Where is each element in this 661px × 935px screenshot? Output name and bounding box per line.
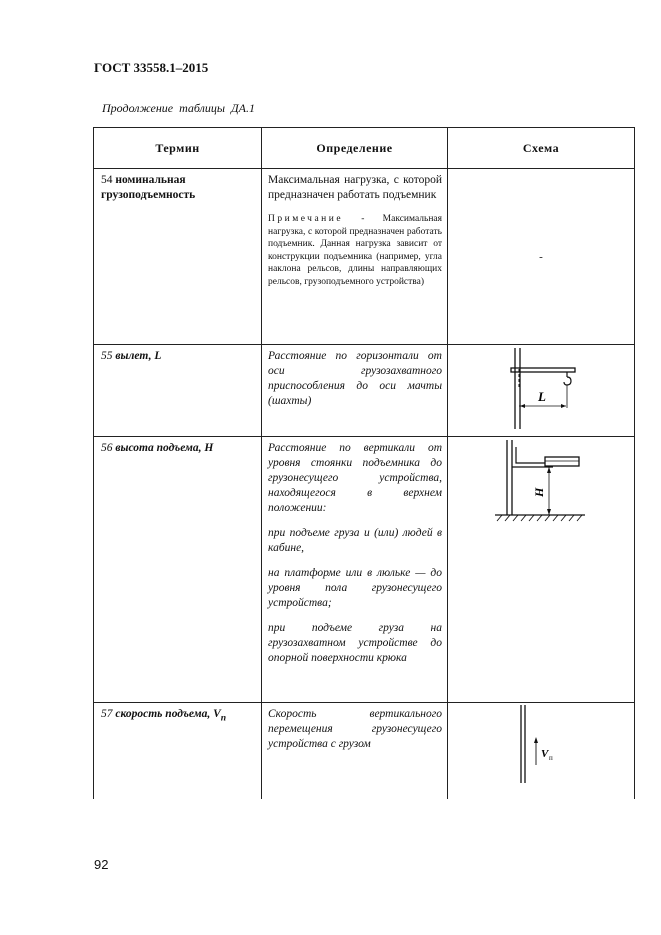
term-subscript: п (220, 712, 227, 724)
definition-note (268, 213, 442, 288)
lift-speed-label-subscript: п (549, 754, 553, 762)
definition-text: при подъеме груза на грузозахватном устройстве до опорной поверхности крюка (268, 622, 442, 664)
definition-text: на платформе или в люльке — до уровня пола грузонесущего устройства; (268, 567, 442, 609)
definition-cell (262, 169, 448, 345)
term-number: 55 (101, 350, 113, 362)
definition-text: Расстояние по горизонтали от оси грузозахватного приспособления до оси мачты (шахты) (268, 350, 442, 407)
term-text: вылет, L (115, 350, 162, 362)
definition-text: Максимальная нагрузка, с которой предназначен работать подъемник (268, 174, 442, 201)
page-number: 92 (94, 857, 109, 872)
table-caption: Продолжение таблицы ДА.1 (102, 101, 255, 115)
column-header-scheme: Схема (448, 128, 635, 169)
table-header-row (94, 128, 635, 169)
table-row (94, 169, 635, 345)
definition-text: Скорость вертикального перемещения грузонесущего устройства с грузом (268, 708, 442, 750)
definition-cell (262, 703, 448, 799)
note-heading: Примечание (268, 214, 344, 224)
scheme-cell (448, 345, 635, 437)
term-cell (94, 169, 262, 345)
term-text: высота подъема, H (115, 442, 214, 454)
term-text-main: скорость подъема, V (115, 708, 221, 720)
table-row (94, 437, 635, 703)
definition-text: Расстояние по вертикали от уровня стоянки подъемника до грузонесущего устройства, находящегося в верхнем положении: (268, 442, 442, 514)
term-cell (94, 703, 262, 799)
term-number: 54 (101, 174, 113, 186)
scheme-cell (448, 437, 635, 703)
document-standard-header: ГОСТ 33558.1–2015 (94, 60, 209, 75)
lift-speed-label: V (541, 748, 549, 760)
table-row (94, 345, 635, 437)
lift-height-label: H (532, 487, 546, 497)
lift-speed-diagram (511, 703, 571, 785)
scheme-cell (448, 703, 635, 799)
term-number: 56 (101, 442, 113, 454)
reach-diagram (501, 345, 581, 431)
term-text (115, 708, 227, 724)
column-header-definition: Определение (262, 128, 448, 169)
lift-height-diagram (493, 437, 589, 523)
note-text: - Максимальная нагрузка, с которой предназначен работать подъемник. Данная нагрузка зависит от конструкции подъемника (например, угла наклона рельсов, длины направляющих рельсов, грузоподъемного устройства) (268, 214, 442, 287)
term-text: номинальная грузоподъемность (101, 174, 196, 201)
table-row (94, 703, 635, 799)
definition-cell (262, 437, 448, 703)
term-cell (94, 345, 262, 437)
column-header-term: Термин (94, 128, 262, 169)
definition-cell (262, 345, 448, 437)
definition-text: при подъеме груза и (или) людей в кабине, (268, 527, 442, 554)
scheme-dash: - (539, 251, 543, 263)
reach-label: L (538, 389, 546, 404)
scheme-cell (448, 169, 635, 345)
terms-table (93, 127, 635, 799)
term-cell (94, 437, 262, 703)
term-number: 57 (101, 708, 113, 720)
